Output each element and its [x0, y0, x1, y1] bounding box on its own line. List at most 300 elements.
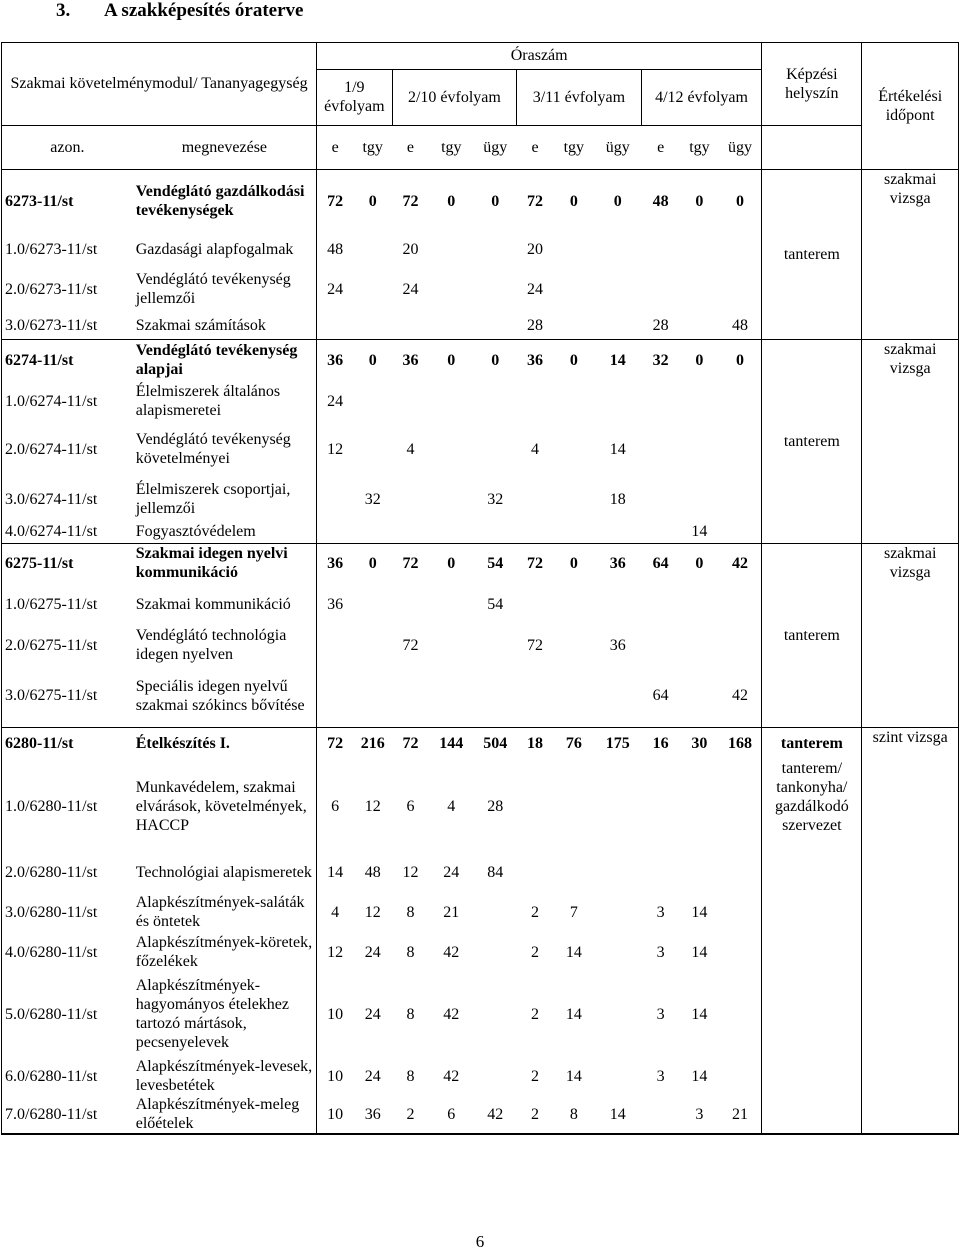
- hour-cell: [517, 853, 554, 891]
- hour-cell: [392, 381, 429, 421]
- hour-cell: 14: [691, 1067, 708, 1085]
- hour-cell: 0: [695, 351, 704, 369]
- hour-cell: 28: [517, 313, 554, 339]
- hour-cell: [429, 583, 474, 625]
- hour-cell: [680, 625, 719, 665]
- hour-cell: [680, 583, 719, 625]
- hour-cell: 4: [406, 440, 415, 458]
- hour-cell: 32: [652, 351, 669, 369]
- header-sub-9: tgy: [680, 125, 719, 169]
- hour-cell: 76: [565, 734, 582, 752]
- module-row: [2, 169, 958, 233]
- hour-cell: [317, 625, 354, 665]
- unit-name: Élelmiszerek csoportjai, jellemzői: [133, 477, 317, 521]
- hour-cell: 72: [402, 734, 419, 752]
- hour-cell: [474, 971, 517, 1057]
- hour-cell: [429, 313, 474, 339]
- unit-name: Alapkészítmények-levesek, levesbetétek: [133, 1057, 317, 1095]
- hour-cell: [353, 521, 392, 543]
- unit-name: Alapkészítmények-hagyományos ételekhez tartozó mártások, pecsenyelevek: [133, 971, 317, 1057]
- unit-code: 2.0/6274-11/st: [5, 440, 98, 458]
- hour-cell: 216: [360, 734, 385, 752]
- header-azon: azon.: [2, 125, 133, 169]
- hour-cell: 8: [406, 1067, 415, 1085]
- hour-cell: 14: [565, 943, 582, 961]
- header-sub-empty: [762, 125, 862, 169]
- hour-cell: [392, 665, 429, 727]
- hour-cell: 32: [487, 490, 504, 508]
- hour-cell: 2: [531, 1005, 540, 1023]
- module-eval: szakmai vizsga: [862, 169, 958, 339]
- hour-cell: [353, 421, 392, 477]
- hour-cell: [517, 477, 554, 521]
- hour-cell: [594, 853, 641, 891]
- hour-cell: 2: [531, 1067, 540, 1085]
- hour-cell: [429, 421, 474, 477]
- header-sub-0: e: [317, 125, 354, 169]
- hour-cell: [594, 265, 641, 313]
- hour-cell: 2: [531, 903, 540, 921]
- hour-cell: 54: [487, 554, 504, 572]
- unit-name: Fogyasztóvédelem: [133, 521, 317, 543]
- hour-cell: 6: [406, 797, 415, 815]
- hour-cell: [641, 265, 680, 313]
- hour-cell: [317, 521, 354, 543]
- hour-cell: 72: [402, 636, 419, 654]
- hour-cell: [392, 521, 429, 543]
- header-year-3: 3/11 évfolyam: [517, 69, 642, 125]
- hour-cell: 6: [331, 797, 340, 815]
- hour-cell: [641, 477, 680, 521]
- hour-cell: [429, 477, 474, 521]
- hour-cell: [680, 265, 719, 313]
- hour-cell: 42: [443, 1067, 460, 1085]
- header-sub-1: tgy: [353, 125, 392, 169]
- header-sub-6: tgy: [553, 125, 594, 169]
- header-sub-3: tgy: [429, 125, 474, 169]
- module-place: tanterem: [762, 339, 862, 543]
- module-name: Vendéglátó gazdálkodási tevékenységek: [133, 169, 317, 233]
- hour-cell: [553, 381, 594, 421]
- hour-cell: [553, 421, 594, 477]
- hour-cell: 24: [327, 392, 344, 410]
- unit-name: Gazdasági alapfogalmak: [133, 233, 317, 265]
- hour-cell: [594, 759, 641, 853]
- hour-cell: 2: [531, 943, 540, 961]
- hour-cell: 48: [652, 192, 669, 210]
- hour-cell: 64: [641, 665, 680, 727]
- hour-cell: [517, 381, 554, 421]
- unit-code: 2.0/6280-11/st: [5, 863, 98, 881]
- hour-cell: [719, 971, 762, 1057]
- hour-cell: 72: [527, 636, 544, 654]
- hour-cell: 36: [609, 554, 626, 572]
- hour-cell: 10: [327, 1067, 344, 1085]
- hour-cell: 144: [439, 734, 464, 752]
- hour-cell: 2: [517, 1095, 554, 1134]
- hour-cell: 0: [695, 192, 704, 210]
- module-code: 6275-11/st: [5, 554, 74, 572]
- hour-cell: 14: [680, 521, 719, 543]
- hour-cell: [353, 265, 392, 313]
- hour-cell: 0: [569, 554, 578, 572]
- hour-cell: 42: [719, 665, 762, 727]
- module-place: tanterem: [762, 543, 862, 727]
- hour-cell: [641, 583, 680, 625]
- hour-cell: 0: [719, 169, 762, 233]
- curriculum-table: [2, 43, 958, 1134]
- hour-cell: 12: [364, 797, 381, 815]
- hour-cell: 42: [443, 943, 460, 961]
- hour-cell: [353, 233, 392, 265]
- hour-cell: 0: [695, 554, 704, 572]
- hour-cell: 24: [364, 1067, 381, 1085]
- hour-cell: 3: [680, 1095, 719, 1134]
- hour-cell: 21: [719, 1095, 762, 1134]
- hour-cell: [680, 313, 719, 339]
- unit-code: 3.0/6274-11/st: [5, 490, 98, 508]
- hour-cell: [474, 521, 517, 543]
- unit-code: 3.0/6275-11/st: [2, 665, 133, 727]
- hour-cell: [392, 313, 429, 339]
- unit-name: Vendéglátó technológia idegen nyelven: [133, 625, 317, 665]
- hour-cell: 28: [641, 313, 680, 339]
- hour-cell: 42: [719, 543, 762, 583]
- hour-cell: 12: [327, 943, 344, 961]
- hour-cell: 14: [609, 440, 626, 458]
- hour-cell: 18: [527, 734, 544, 752]
- module-code: 6274-11/st: [5, 351, 74, 369]
- header-megnevezese: megnevezése: [133, 125, 317, 169]
- hour-cell: 504: [483, 734, 508, 752]
- header-sub-2: e: [392, 125, 429, 169]
- hour-cell: 14: [594, 1095, 641, 1134]
- unit-name: Szakmai kommunikáció: [133, 583, 317, 625]
- hour-cell: 72: [402, 554, 419, 572]
- hour-cell: [474, 625, 517, 665]
- hour-cell: 3: [656, 903, 665, 921]
- header-year-4: 4/12 évfolyam: [641, 69, 762, 125]
- header-sub-7: ügy: [594, 125, 641, 169]
- hour-cell: 36: [327, 554, 344, 572]
- unit-name: Élelmiszerek általános alapismeretei: [133, 381, 317, 421]
- hour-cell: [474, 381, 517, 421]
- hour-cell: [429, 665, 474, 727]
- module-row: [2, 339, 958, 381]
- hour-cell: [719, 477, 762, 521]
- hour-cell: 12: [327, 440, 344, 458]
- hour-cell: 0: [491, 192, 500, 210]
- hour-cell: 48: [327, 240, 344, 258]
- header-sub-5: e: [517, 125, 554, 169]
- hour-cell: [641, 381, 680, 421]
- hour-cell: [680, 233, 719, 265]
- hour-cell: [594, 1057, 641, 1095]
- hour-cell: [641, 853, 680, 891]
- hour-cell: 30: [691, 734, 708, 752]
- hour-cell: 7: [569, 903, 578, 921]
- hour-cell: 24: [327, 280, 344, 298]
- hour-cell: 8: [553, 1095, 594, 1134]
- hour-cell: 8: [406, 943, 415, 961]
- hour-cell: 0: [569, 351, 578, 369]
- unit-name: Alapkészítmények-köretek, főzelékek: [133, 933, 317, 971]
- header-sub-8: e: [641, 125, 680, 169]
- hour-cell: [553, 233, 594, 265]
- unit-code: 3.0/6273-11/st: [2, 313, 133, 339]
- header-ertekelesi: Értékelési időpont: [862, 43, 958, 169]
- hour-cell: 0: [368, 192, 377, 210]
- hour-cell: [719, 1057, 762, 1095]
- module-eval: szint vizsga: [862, 727, 958, 1134]
- unit-code: 2.0/6275-11/st: [5, 636, 98, 654]
- unit-code: 5.0/6280-11/st: [5, 1005, 98, 1023]
- hour-cell: [719, 381, 762, 421]
- hour-cell: 0: [447, 192, 456, 210]
- hour-cell: [719, 521, 762, 543]
- section-number: 3.: [56, 0, 71, 21]
- hour-cell: [680, 853, 719, 891]
- module-eval: szakmai vizsga: [862, 543, 958, 727]
- unit-code: 1.0/6273-11/st: [5, 240, 98, 258]
- hour-cell: [641, 233, 680, 265]
- module-name: Vendéglátó tevékenység alapjai: [133, 339, 317, 381]
- unit-code: 1.0/6280-11/st: [5, 797, 98, 815]
- hour-cell: [317, 665, 354, 727]
- hour-cell: [594, 891, 641, 933]
- hour-cell: [553, 625, 594, 665]
- hour-cell: [429, 233, 474, 265]
- hour-cell: [474, 891, 517, 933]
- hour-cell: 72: [327, 192, 344, 210]
- header-module: Szakmai követelménymodul/ Tananyagegység: [2, 43, 317, 125]
- unit-code: 7.0/6280-11/st: [2, 1095, 133, 1134]
- module-row: [2, 727, 958, 759]
- hour-cell: 24: [443, 863, 460, 881]
- hour-cell: 36: [327, 351, 344, 369]
- hour-cell: 4: [447, 797, 456, 815]
- header-year-1: 1/9 évfolyam: [317, 69, 393, 125]
- hour-cell: [719, 421, 762, 477]
- hour-cell: [429, 381, 474, 421]
- hour-cell: [680, 381, 719, 421]
- unit-name: Munkavédelem, szakmai elvárások, követelmények, HACCP: [133, 759, 317, 853]
- unit-code: 2.0/6273-11/st: [5, 280, 98, 298]
- hour-cell: 4: [331, 903, 340, 921]
- header-sub-4: ügy: [474, 125, 517, 169]
- hour-cell: 0: [368, 351, 377, 369]
- hour-cell: 72: [527, 192, 544, 210]
- hour-cell: [719, 759, 762, 853]
- unit-name: Alapkészítmények-meleg előételek: [133, 1095, 317, 1134]
- section-heading: [56, 0, 303, 22]
- hour-cell: 72: [327, 734, 344, 752]
- hour-cell: [353, 381, 392, 421]
- hour-cell: [553, 665, 594, 727]
- hour-cell: 84: [487, 863, 504, 881]
- unit-name: Technológiai alapismeretek: [133, 853, 317, 891]
- module-row: [2, 543, 958, 583]
- hour-cell: [553, 265, 594, 313]
- unit-row: [2, 759, 958, 853]
- unit-name: Szakmai számítások: [133, 313, 317, 339]
- hour-cell: [719, 583, 762, 625]
- hour-cell: [474, 421, 517, 477]
- hour-cell: 14: [691, 903, 708, 921]
- hour-cell: [474, 933, 517, 971]
- module-code: 6273-11/st: [5, 192, 74, 210]
- hour-cell: [594, 233, 641, 265]
- hour-cell: 36: [353, 1095, 392, 1134]
- hour-cell: [317, 477, 354, 521]
- table-header: [2, 43, 958, 169]
- unit-name: Vendéglátó tevékenység követelményei: [133, 421, 317, 477]
- hour-cell: 21: [443, 903, 460, 921]
- hour-cell: [719, 625, 762, 665]
- module-place: tanterem: [762, 169, 862, 339]
- hour-cell: 0: [719, 339, 762, 381]
- hour-cell: 0: [368, 554, 377, 572]
- header-kepzesi: Képzési helyszín: [762, 43, 862, 125]
- page-number: 6: [475, 1232, 485, 1251]
- hour-cell: [680, 421, 719, 477]
- hour-cell: [474, 1057, 517, 1095]
- hour-cell: 0: [447, 351, 456, 369]
- hour-cell: [719, 265, 762, 313]
- hour-cell: 4: [531, 440, 540, 458]
- hour-cell: [719, 853, 762, 891]
- hour-cell: [680, 759, 719, 853]
- hour-cell: 3: [656, 1067, 665, 1085]
- hour-cell: [429, 265, 474, 313]
- hour-cell: 42: [443, 1005, 460, 1023]
- hour-cell: [719, 233, 762, 265]
- unit-name: Vendéglátó tevékenység jellemzői: [133, 265, 317, 313]
- hour-cell: [353, 313, 392, 339]
- module-code: 6280-11/st: [5, 734, 74, 752]
- hour-cell: 20: [402, 240, 419, 258]
- hour-cell: [517, 665, 554, 727]
- hour-cell: 18: [609, 490, 626, 508]
- hour-cell: 0: [613, 192, 622, 210]
- hour-cell: [392, 477, 429, 521]
- hour-cell: [641, 421, 680, 477]
- hour-cell: 24: [402, 280, 419, 298]
- hour-cell: [353, 665, 392, 727]
- hour-cell: 24: [527, 280, 544, 298]
- unit-name: Speciális idegen nyelvű szakmai szókincs bővítése: [133, 665, 317, 727]
- hour-cell: 42: [474, 1095, 517, 1134]
- hour-cell: 72: [402, 192, 419, 210]
- module-eval: szakmai vizsga: [862, 339, 958, 543]
- hour-cell: [719, 933, 762, 971]
- hour-cell: [553, 853, 594, 891]
- hour-cell: [719, 891, 762, 933]
- hour-cell: 36: [402, 351, 419, 369]
- hour-cell: [641, 521, 680, 543]
- unit-code: 1.0/6275-11/st: [5, 595, 98, 613]
- hour-cell: 16: [652, 734, 669, 752]
- hour-cell: [353, 583, 392, 625]
- unit-code: 4.0/6274-11/st: [2, 521, 133, 543]
- hour-cell: [517, 583, 554, 625]
- unit-name: Alapkészítmények-saláták és öntetek: [133, 891, 317, 933]
- hour-cell: [641, 759, 680, 853]
- hour-cell: 64: [652, 554, 669, 572]
- hour-cell: 32: [364, 490, 381, 508]
- hour-cell: 14: [327, 863, 344, 881]
- hour-cell: [641, 625, 680, 665]
- module-name: Szakmai idegen nyelvi kommunikáció: [133, 543, 317, 583]
- hour-cell: 8: [406, 903, 415, 921]
- hour-cell: [474, 233, 517, 265]
- hour-cell: [594, 313, 641, 339]
- hour-cell: [594, 583, 641, 625]
- unit-code: 6.0/6280-11/st: [5, 1067, 98, 1085]
- hour-cell: 10: [327, 1005, 344, 1023]
- hour-cell: 168: [719, 727, 762, 759]
- hour-cell: [317, 313, 354, 339]
- hour-cell: 14: [609, 351, 626, 369]
- hour-cell: [474, 265, 517, 313]
- hour-cell: [474, 665, 517, 727]
- hour-cell: [474, 313, 517, 339]
- hour-cell: 8: [406, 1005, 415, 1023]
- hour-cell: [594, 971, 641, 1057]
- hour-cell: [680, 665, 719, 727]
- hour-cell: 175: [605, 734, 630, 752]
- hour-cell: [553, 313, 594, 339]
- hour-cell: 3: [656, 1005, 665, 1023]
- hour-cell: [553, 477, 594, 521]
- hour-cell: 72: [527, 554, 544, 572]
- hour-cell: 48: [719, 313, 762, 339]
- hour-cell: [553, 521, 594, 543]
- header-oraszam: Óraszám: [317, 43, 762, 69]
- hour-cell: [641, 1095, 680, 1134]
- hour-cell: 3: [656, 943, 665, 961]
- hour-cell: 20: [527, 240, 544, 258]
- hour-cell: [594, 381, 641, 421]
- hour-cell: [594, 933, 641, 971]
- module-place: tanterem: [762, 727, 862, 759]
- hour-cell: [517, 759, 554, 853]
- hour-cell: 14: [565, 1005, 582, 1023]
- module-name: Ételkészítés I.: [133, 727, 317, 759]
- hour-cell: 0: [447, 554, 456, 572]
- hour-cell: [680, 477, 719, 521]
- hour-cell: 36: [327, 595, 344, 613]
- hour-cell: 14: [691, 1005, 708, 1023]
- header-year-2: 2/10 évfolyam: [392, 69, 517, 125]
- section-title: A szakképesítés óraterve: [104, 0, 304, 21]
- hour-cell: 12: [402, 863, 419, 881]
- hour-cell: [517, 521, 554, 543]
- unit-place: tanterem/ tankonyha/ gazdálkodó szervezet: [762, 759, 862, 1134]
- hour-cell: 0: [491, 351, 500, 369]
- hour-cell: [429, 625, 474, 665]
- hour-cell: 6: [429, 1095, 474, 1134]
- hour-cell: 54: [487, 595, 504, 613]
- hour-cell: [553, 583, 594, 625]
- unit-code: 4.0/6280-11/st: [5, 943, 98, 961]
- hour-cell: [353, 625, 392, 665]
- unit-code: 1.0/6274-11/st: [5, 392, 98, 410]
- hour-cell: 36: [609, 636, 626, 654]
- hour-cell: 24: [364, 1005, 381, 1023]
- unit-code: 3.0/6280-11/st: [5, 903, 98, 921]
- hour-cell: 36: [527, 351, 544, 369]
